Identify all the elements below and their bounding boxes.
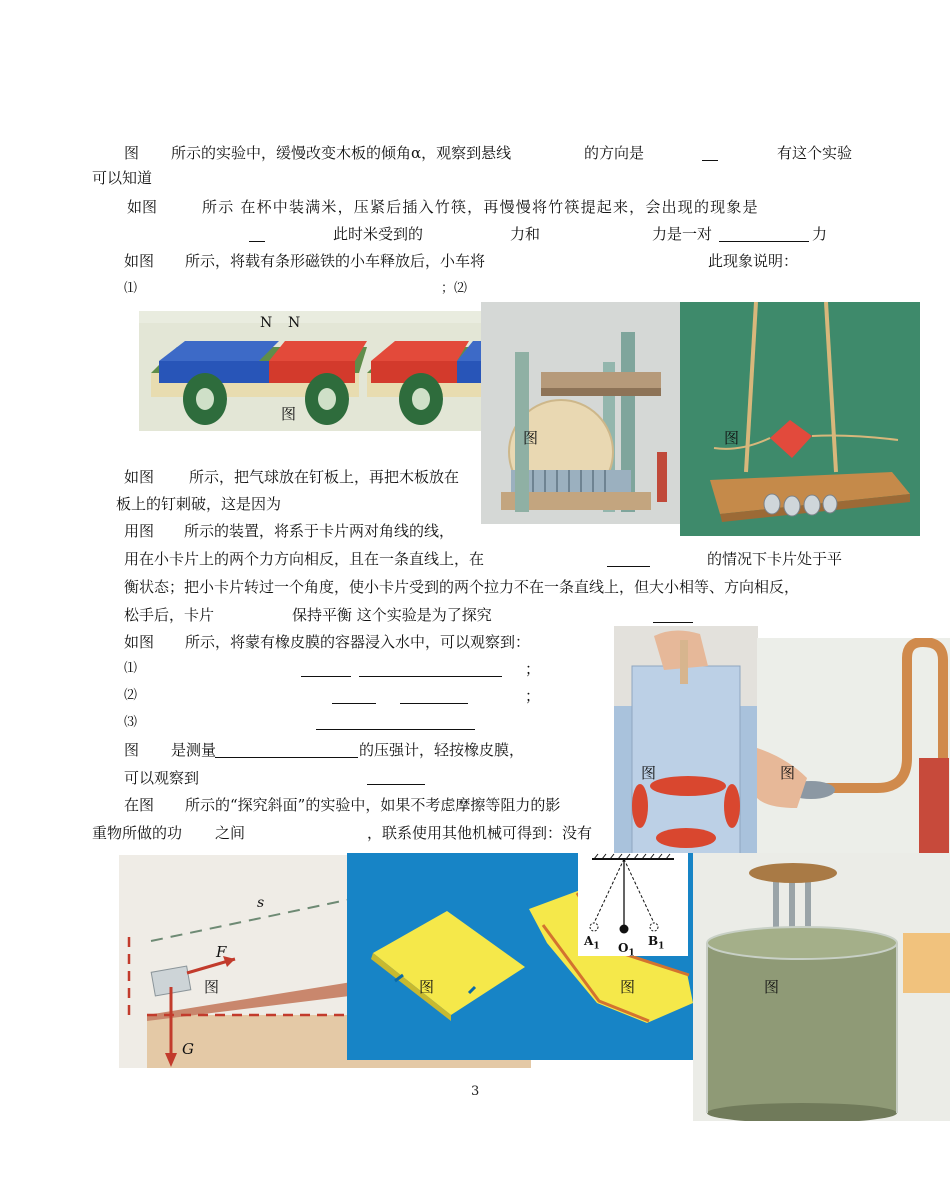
q5-text-line4b: 保持平衡 这个实验是为了探究 — [292, 606, 492, 624]
q6-text-b: 所示，将蒙有橡皮膜的容器浸入水中，可以观察到： — [185, 633, 531, 651]
q5-text-line3: 衡状态；把小卡片转过一个角度，使小卡片受到的两个拉力不在一条直线上，但大小相等、方向相反， — [124, 578, 800, 596]
q6-semicolon-2: ； — [525, 687, 541, 705]
q4-text-a: 如图 — [124, 468, 155, 486]
q1-text-a: 图 — [124, 144, 140, 162]
q7-text-c: 的压强计，轻按橡皮膜， — [359, 741, 525, 759]
magnet-pole-label-1: N — [260, 315, 273, 331]
figure-caption-pendulum: 图 — [620, 978, 636, 996]
q2-blank-2 — [719, 241, 809, 242]
incline-label-g: G — [182, 1040, 194, 1058]
figure-caption-membrane: 图 — [641, 764, 657, 782]
q5-text-line2b: 的情况下卡片处于平 — [707, 550, 843, 568]
q2-text-b: 所示 在杯中装满米，压紧后插入竹筷，再慢慢将竹筷提起来，会出现的现象是 — [202, 198, 759, 216]
figure-caption-balloon: 图 — [523, 429, 539, 447]
q3-text-a: 如图 — [124, 252, 155, 270]
q7-text-line2: 可以观察到 — [124, 769, 200, 787]
q5-text-line2a: 用在小卡片上的两个力方向相反，且在一条直线上，在 — [124, 550, 485, 568]
q6-blank-3 — [316, 729, 475, 730]
q1-text-d: 有这个实验 — [777, 144, 853, 162]
q1-text-line2: 可以知道 — [92, 169, 153, 187]
q2-text-e: 力是一对 — [652, 225, 713, 243]
magnet-pole-label-2: N — [288, 315, 301, 331]
q6-item-1: ⑴ — [124, 661, 138, 676]
q5-text-a: 用图 — [124, 522, 155, 540]
q6-blank-2b — [400, 703, 468, 704]
q4-text-line2: 板上的钉刺破，这是因为 — [116, 495, 282, 513]
q2-text-d: 力和 — [510, 225, 541, 243]
q4-text-b: 所示，把气球放在钉板上，再把木板放在 — [189, 468, 460, 486]
q6-item-2: ⑵ — [124, 688, 138, 703]
pendulum-label-b: $B_1$ — [648, 934, 665, 952]
q7-text-b: 是测量 — [171, 741, 217, 759]
q6-semicolon-1: ； — [525, 660, 541, 678]
q8-text-line2a: 重物所做的功 — [92, 824, 183, 842]
q3-item-2: ；⑵ — [441, 281, 468, 296]
q5-text-b: 所示的装置，将系于卡片两对角线的线， — [184, 522, 455, 540]
figure-card-equilibrium — [680, 302, 920, 536]
q5-text-line4a: 松手后，卡片 — [124, 606, 215, 624]
q8-text-a: 在图 — [124, 796, 155, 814]
q7-blank-2 — [367, 784, 425, 785]
figure-caption-incline: 图 — [204, 978, 220, 996]
q3-item-1: ⑴ — [124, 281, 138, 296]
incline-label-f: F — [216, 943, 227, 961]
q6-blank-1a — [301, 676, 351, 677]
q8-text-line2b: 之间 — [215, 824, 246, 842]
figure-balloon-nailboard — [481, 302, 681, 524]
figure-pressure-gauge — [757, 638, 950, 854]
q2-text-a: 如图 — [127, 198, 158, 216]
q6-text-a: 如图 — [124, 633, 155, 651]
figure-caption-gauge: 图 — [780, 764, 796, 782]
q7-blank-1 — [215, 757, 358, 758]
q3-text-b: 所示，将载有条形磁铁的小车释放后，小车将 — [185, 252, 486, 270]
q1-text-c: 的方向是 — [584, 144, 645, 162]
pendulum-label-a: $A_1$ — [584, 934, 600, 952]
figure-membrane-container — [614, 626, 758, 854]
figure-rice-cup — [693, 853, 950, 1121]
q6-blank-1b — [359, 676, 502, 677]
q6-item-3: ⑶ — [124, 715, 138, 730]
q2-text-f: 力 — [812, 225, 828, 243]
q1-answer-blank — [702, 160, 718, 161]
q1-text-b: 所示的实验中，缓慢改变木板的倾角α，观察到悬线 — [171, 144, 512, 162]
q8-text-line2c: ，联系使用其他机械可得到：没有 — [367, 824, 593, 842]
pendulum-label-o: $O_1$ — [618, 941, 635, 959]
incline-label-s: s — [257, 895, 265, 911]
q8-text-b: 所示的“探究斜面”的实验中，如果不考虑摩擦等阻力的影 — [185, 796, 561, 814]
q2-blank-1 — [249, 241, 265, 242]
q7-text-a: 图 — [124, 741, 140, 759]
figure-caption-rice: 图 — [764, 978, 780, 996]
figure-caption-cutouts: 图 — [419, 978, 435, 996]
q6-blank-2a — [332, 703, 376, 704]
q5-blank-2 — [653, 622, 693, 623]
q3-text-c: 此现象说明： — [708, 252, 799, 270]
q2-text-c: 此时米受到的 — [333, 225, 424, 243]
figure-caption-card: 图 — [724, 429, 740, 447]
q5-blank-1 — [607, 566, 650, 567]
page-number: 3 — [471, 1084, 480, 1099]
figure-caption-magnet: 图 — [281, 405, 297, 423]
